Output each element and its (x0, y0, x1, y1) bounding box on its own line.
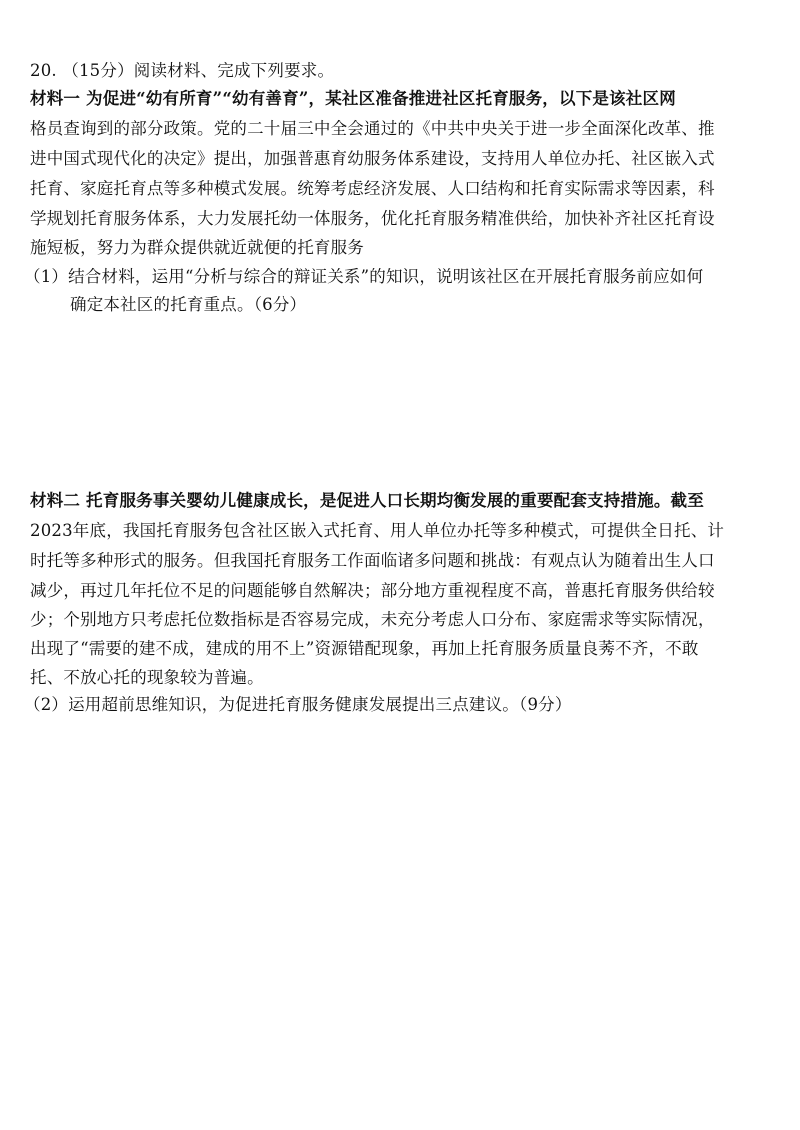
material2-line-5: 少；个别地方只考虑托位数指标是否容易完成，未充分考虑人口分布、家庭需求等实际情况， (30, 610, 715, 629)
material1-line-3: 进中国式现代化的决定》提出，加强普惠育幼服务体系建设，支持用人单位办托、社区嵌入式 (30, 149, 715, 168)
material2-line-2: 2023年底，我国托育服务包含社区嵌入式托育、用人单位办托等多种模式，可提供全日托、计 (30, 521, 725, 540)
sub-question-1-line-1: （1）结合材料，运用“分析与综合的辩证关系”的知识，说明该社区在开展托育服务前应如何 (24, 267, 704, 286)
material1-line-1: 材料一 为促进“幼有所育”“幼有善育”，某社区准备推进社区托育服务，以下是该社区网 (30, 89, 676, 108)
material2-line-4: 减少，再过几年托位不足的问题能够自然解决；部分地方重视程度不高，普惠托育服务供给较 (30, 581, 715, 600)
material1-line-6: 施短板，努力为群众提供就近就便的托育服务 (30, 238, 364, 257)
material1-line-2: 格员查询到的部分政策。党的二十届三中全会通过的《中共中央关于进一步全面深化改革、推 (30, 119, 715, 138)
question-header: 20. （15分）阅读材料、完成下列要求。 (30, 61, 335, 80)
sub-question-1-line-2: 确定本社区的托育重点。（6分） (70, 295, 307, 314)
material1-line-5: 学规划托育服务体系，大力发展托幼一体服务，优化托育服务精准供给，加快补齐社区托育设 (30, 209, 715, 228)
material2-line-6: 出现了“需要的建不成，建成的用不上”资源错配现象，再加上托育服务质量良莠不齐，不敢 (30, 639, 699, 658)
material2-line-7: 托、不放心托的现象较为普遍。 (30, 668, 264, 687)
material2-line-3: 时托等多种形式的服务。但我国托育服务工作面临诸多问题和挑战：有观点认为随着出生人口 (30, 551, 715, 570)
material1-line-4: 托育、家庭托育点等多种模式发展。统筹考虑经济发展、人口结构和托育实际需求等因素，科 (30, 179, 715, 198)
sub-question-2: （2）运用超前思维知识，为促进托育服务健康发展提出三点建议。（9分） (24, 695, 572, 714)
material2-line-1: 材料二 托育服务事关婴幼儿健康成长，是促进人口长期均衡发展的重要配套支持措施。截至 (30, 491, 704, 510)
